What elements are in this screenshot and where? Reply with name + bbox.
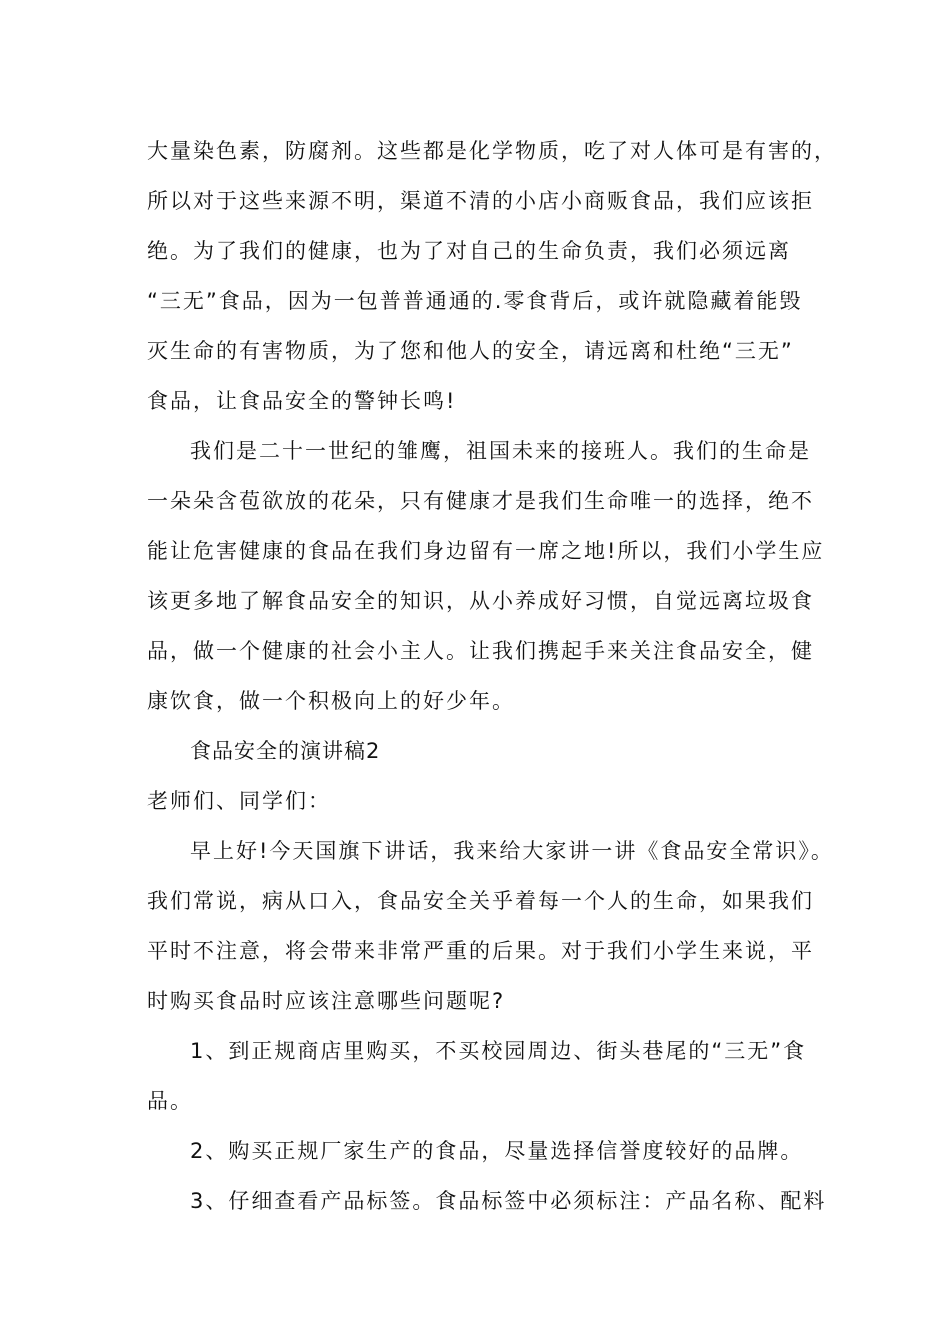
text-line-4: “三无”食品，因为一包普普通通的.零食背后，或许就隐藏着能毁 [147, 289, 803, 313]
list-item-2: 2、购买正规厂家生产的食品，尽量选择信誉度较好的品牌。 [190, 1139, 804, 1163]
section-heading: 食品安全的演讲稿2 [190, 739, 381, 763]
text-line-5: 灭生命的有害物质，为了您和他人的安全，请远离和杜绝“三无” [147, 339, 794, 363]
text-line-7: 我们是二十一世纪的雏鹰，祖国未来的接班人。我们的生命是 [190, 439, 811, 463]
text-line-17: 平时不注意，将会带来非常严重的后果。对于我们小学生来说，平 [147, 939, 814, 963]
text-line-15: 早上好!今天国旗下讲话，我来给大家讲一讲《食品安全常识》。 [190, 839, 834, 863]
salutation: 老师们、同学们： [147, 789, 331, 813]
text-line-6: 食品，让食品安全的警钟长鸣! [147, 389, 457, 413]
text-line-16: 我们常说，病从口入，食品安全关乎着每一个人的生命，如果我们 [147, 889, 814, 913]
text-line-2: 所以对于这些来源不明，渠道不清的小店小商贩食品，我们应该拒 [147, 189, 814, 213]
list-item-3: 3、仔细查看产品标签。食品标签中必须标注：产品名称、配料 [190, 1189, 827, 1213]
text-line-1: 大量染色素，防腐剂。这些都是化学物质，吃了对人体可是有害的， [147, 139, 837, 163]
text-line-8: 一朵朵含苞欲放的花朵，只有健康才是我们生命唯一的选择，绝不 [147, 489, 814, 513]
list-item-1: 1、到正规商店里购买，不买校园周边、街头巷尾的“三无”食 [190, 1039, 807, 1063]
text-line-18: 时购买食品时应该注意哪些问题呢? [147, 989, 506, 1013]
text-line-10: 该更多地了解食品安全的知识，从小养成好习惯，自觉远离垃圾食 [147, 589, 814, 613]
text-line-9: 能让危害健康的食品在我们身边留有一席之地!所以，我们小学生应 [147, 539, 825, 563]
text-line-12: 康饮食，做一个积极向上的好少年。 [147, 689, 515, 713]
text-line-3: 绝。为了我们的健康，也为了对自己的生命负责，我们必须远离 [147, 239, 791, 263]
text-line-11: 品，做一个健康的社会小主人。让我们携起手来关注食品安全，健 [147, 639, 814, 663]
list-item-1-continued: 品。 [147, 1089, 193, 1113]
